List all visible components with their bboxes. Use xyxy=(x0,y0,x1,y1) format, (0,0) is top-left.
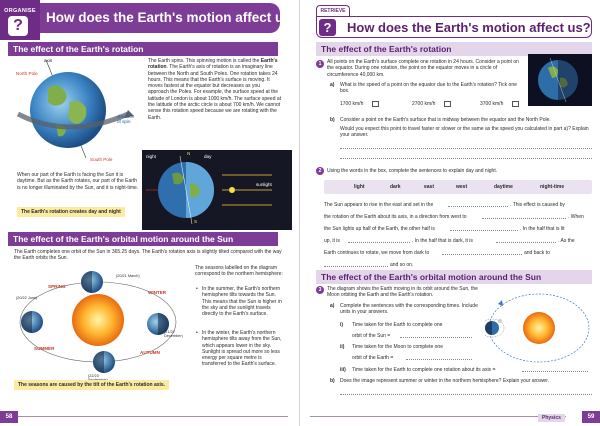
section-heading-rotation: The effect of the Earth's rotation xyxy=(8,42,278,56)
south-marker-label: S xyxy=(194,219,198,224)
march-date-label: (20/21 March) xyxy=(116,274,140,278)
q2-stem: Using the words in the box, complete the sentences to explain day and night. xyxy=(327,168,498,174)
footer-rule xyxy=(18,416,288,417)
cloze-3a: the Sun lights up half of the Earth, the other half is xyxy=(324,226,435,232)
direction-of-spin-label: direction of spin xyxy=(117,114,135,124)
q3ii-label: ii) xyxy=(340,344,345,350)
tick-box-2700[interactable] xyxy=(444,101,451,107)
word-light: light xyxy=(354,184,365,190)
section-heading-orbit: The effect of the Earth's orbital motion around the Sun xyxy=(316,270,592,284)
answer-line[interactable] xyxy=(340,148,592,149)
north-pole-label: North Pole xyxy=(16,71,38,76)
south-pole-label: South Pole xyxy=(90,157,113,162)
sunlight-label: sunlight xyxy=(256,182,272,187)
question-mark-icon: ? xyxy=(319,19,336,36)
blank[interactable] xyxy=(450,230,518,231)
cloze-3b: . In the half that is lit xyxy=(520,226,565,232)
seasons-orbit-diagram xyxy=(8,262,188,380)
section-heading-orbit: The effect of the Earth's orbital motion around the Sun xyxy=(8,232,278,246)
q3i-label: i) xyxy=(340,322,344,328)
q1-stem: All points on the Earth's surface complete one rotation in 24 hours. Consider a point on the equator. During one rotation, the point on the equator moves in a circle of circumference 40,000 km. xyxy=(327,59,519,78)
page-number: 59 xyxy=(582,411,600,423)
q3ii-text2: orbit of the Earth = xyxy=(352,355,394,361)
question-number: 2 xyxy=(316,167,324,175)
cloze-4a: up, it is xyxy=(324,238,340,244)
q1a-text: What is the speed of a point on the equator due to the Earth's rotation? Tick one box. xyxy=(340,82,517,95)
day-label: day xyxy=(204,154,212,159)
day-night-paragraph: When our part of the Earth is facing the Sun it is daytime. But as the Earth rotates, our part of the Earth is no longer illuminated by the Sun, and it is night-time. xyxy=(17,172,139,191)
cloze-6: and so on. xyxy=(390,262,414,268)
blank[interactable] xyxy=(522,371,588,372)
q3b-label: b) xyxy=(330,378,335,384)
cloze-5b: and back to xyxy=(524,250,550,256)
blank[interactable] xyxy=(496,242,556,243)
option-1700: 1700 km/h xyxy=(340,101,364,107)
organise-tag: ORGANISE xyxy=(0,0,40,40)
spring-label: SPRING xyxy=(48,284,66,289)
night-label: night xyxy=(146,154,156,159)
option-2700: 2700 km/h xyxy=(412,101,436,107)
retrieve-tag: RETRIEVE xyxy=(316,5,350,17)
june-date-label: (20/22 June) xyxy=(16,296,38,300)
q3i-text2: orbit of the Sun = xyxy=(352,333,391,339)
question-mark-icon: ? xyxy=(8,16,28,36)
q3b-text: Does the image represent summer or winter in the northern hemisphere? Explain your answer. xyxy=(340,378,549,384)
question-number: 3 xyxy=(316,286,324,294)
word-dark: dark xyxy=(390,184,401,190)
q1b-text: Consider a point on the Earth's surface that is midway between the equator and the North Pole. xyxy=(340,117,551,123)
day-night-note: The Earth's rotation creates day and night xyxy=(17,207,125,217)
blank[interactable] xyxy=(324,266,388,267)
left-footer xyxy=(0,410,300,426)
blank[interactable] xyxy=(400,337,472,338)
blank[interactable] xyxy=(442,254,522,255)
cloze-1b: . This effect is caused by xyxy=(510,202,565,208)
blank[interactable] xyxy=(348,242,410,243)
section-heading-rotation: The effect of the Earth's rotation xyxy=(316,42,592,56)
cloze-2b: . When xyxy=(568,214,584,220)
right-footer xyxy=(300,410,600,426)
winter-label: WINTER xyxy=(148,290,167,295)
blank[interactable] xyxy=(406,359,472,360)
question-number: 1 xyxy=(316,60,324,68)
summer-label: SUMMER xyxy=(34,346,55,351)
q1b-label: b) xyxy=(330,117,335,123)
day-night-diagram xyxy=(142,150,292,230)
right-page xyxy=(300,0,600,426)
seasons-note: The seasons are caused by the tilt of the Earth's rotation axis. xyxy=(14,380,169,390)
q1a-label: a) xyxy=(330,82,335,88)
q3a-label: a) xyxy=(330,303,335,309)
september-date-label: (22/23 xyxy=(88,374,99,378)
page-number: 58 xyxy=(0,411,18,423)
tick-box-3700[interactable] xyxy=(512,101,519,107)
q1b-followup: Would you expect this point to travel faster or slower or the same as the speed you calculated in part a)? Explain your answer. xyxy=(340,126,589,139)
page-title: How does the Earth's motion affect us? xyxy=(316,16,592,38)
footer-rule xyxy=(310,416,566,417)
option-3700: 3700 km/h xyxy=(480,101,504,107)
winter-bullet: • In the winter, the Earth's northern hemisphere tilts away from the Sun, which appears lower in the sky. Sunlight is spread out more so less energy per square metre is transferred to the Earth's surface. xyxy=(202,330,284,368)
summer-bullet: • In the summer, the Earth's northern hemisphere tilts towards the Sun. This means that the Sun is higher in the sky and the sunlight travels directly to the Earth's surface. xyxy=(202,286,284,317)
tick-box-1700[interactable] xyxy=(372,101,379,107)
q3a-text: Complete the sentences with the corresponding times. Include units in your answers. xyxy=(340,303,478,316)
blank[interactable] xyxy=(482,218,566,219)
word-night-time: night-time xyxy=(540,184,565,190)
blank[interactable] xyxy=(448,206,508,207)
cloze-2a: the rotation of the Earth about its axis, in a direction from west to xyxy=(324,214,467,220)
north-marker-label: N xyxy=(187,151,191,156)
q3iii-text: Time taken for the Earth to complete one rotation about its axis = xyxy=(352,367,496,373)
sun-earth-moon-diagram xyxy=(484,284,594,370)
rotation-paragraph: The Earth spins. This spinning motion is called the Earth's rotation. The Earth's axis of rotation is an imaginary line between the North and South Poles. One rotation takes 24 hours. This means that the Earth's surface is moving. It moves fastest at the equator but decreases as you approach the Poles. For example, the surface speed at the latitude of London is about 1000 km/h. The surface speed at the latitude of the arctic circle is about 700 km/h. We cannot sense this rotation speed because we are rotating with the Earth. xyxy=(148,58,282,121)
word-west: west xyxy=(456,184,468,190)
answer-line[interactable] xyxy=(340,158,592,159)
q3-stem: The diagram shows the Earth moving in its orbit around the Sun, the Moon orbiting the Earth and the Earth's rotation. xyxy=(327,286,478,299)
december-date-label: (21/22 December) xyxy=(164,330,183,339)
autumn-label: AUTUMN xyxy=(140,350,160,355)
cloze-4b: . In the half that is dark, it is xyxy=(412,238,473,244)
earth-photo xyxy=(528,54,592,106)
page-title: How does the Earth's motion affect us? xyxy=(40,3,280,33)
answer-line[interactable] xyxy=(340,394,592,395)
q3iii-label: iii) xyxy=(340,367,346,373)
cloze-1a: The Sun appears to rise in the east and set in the xyxy=(324,202,434,208)
q3i-text1: Time taken for the Earth to complete one xyxy=(352,322,443,328)
cloze-5a: Earth continues to rotate, we move from dark to xyxy=(324,250,430,256)
seasons-intro: The seasons labelled on the diagram correspond to the northern hemisphere: xyxy=(195,265,283,278)
q3ii-text1: Time taken for the Moon to complete one xyxy=(352,344,443,350)
word-daytime: daytime xyxy=(494,184,513,190)
axis-label: axis xyxy=(44,58,53,63)
orbit-paragraph: The Earth completes one orbit of the Sun in 365.25 days. The Earth's rotation axis is slightly tilted compared with the way the Earth orbits the Sun. xyxy=(14,249,282,262)
word-east: east xyxy=(424,184,435,190)
cloze-4c: . As the xyxy=(558,238,575,244)
subject-tag: Physics xyxy=(538,414,565,422)
